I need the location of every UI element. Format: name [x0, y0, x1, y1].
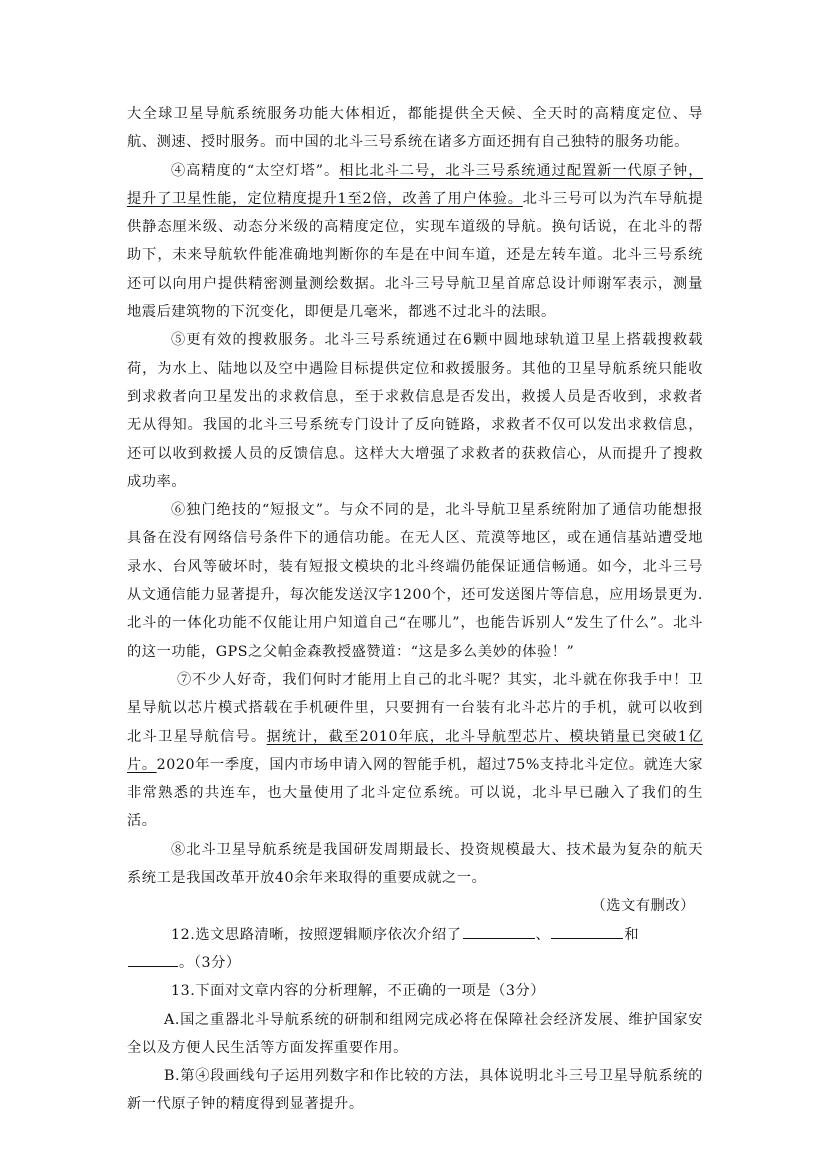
- paragraph-4-body: 北斗三号可以为汽车导航提供静态厘米级、动态分米级的高精度定位，实现车道级的导航。换句话说，在北斗的帮助下，未来导航软件能准确地判断你的车是在中间车道，还是左转车道。北斗三号系统还可以向用户提供精密测量测绘数据。北斗三号导航卫星首席总设计师谢军表示，测量地震后建筑物的下沉变化，即便是几毫米，都逃不过北斗的法眼。: [127, 190, 703, 321]
- paragraph-7: [127, 666, 703, 836]
- paragraph-intro: 大全球卫星导航系统服务功能大体相近，都能提供全天候、全天时的高精度定位、导航、测速、授时服务。而中国的北斗三号系统在诸多方面还拥有自己独特的服务功能。: [127, 106, 703, 151]
- paragraph-7-body-a: ⑦不少人好奇，我们何时才能用上自己的北斗呢？其实，北斗就在你我手中！卫星导航以芯片模式搭载在手机硬件里，只要拥有一台装有北斗芯片的手机，就可以收到北斗卫星导航信号。: [127, 671, 703, 745]
- paragraph-5: ⑤更有效的搜救服务。北斗三号系统通过在6颗中圆地球轨道卫星上搭载搜救载荷，为水上、陆地以及空中遇险目标提供定位和救援服务。其他的卫星导航系统只能收到求救者向卫星发出的求救信息，至于求救信息是否发出，救援人员是否收到，求救者无从得知。我国的北斗三号系统专门设计了反向链路，求救者不仅可以发出求救信息，还可以收到救援人员的反馈信息。这样大大增强了求救者的获救信心，从而提升了搜救成功率。: [127, 332, 703, 490]
- answer-blank-2[interactable]: [551, 922, 623, 939]
- question-12-text: 12.选文思路清晰，按照逻辑顺序依次介绍了: [171, 926, 462, 943]
- answer-blank-3[interactable]: [128, 950, 178, 967]
- paragraph-7-body-b: 2020年一季度，国内市场申请入网的智能手机，超过75%支持北斗定位。就连大家非常熟悉的共连车，也大量使用了北斗定位系统。可以说，北斗早已融入了我们的生活。: [127, 756, 703, 830]
- paragraph-4-heading: ④高精度的“太空灯塔”。: [171, 162, 340, 179]
- paragraph-8: ⑧北斗卫星导航系统是我国研发周期最长、投资规模最大、技术最为复杂的航天系统工是我国改革开放40余年来取得的重要成就之一。: [127, 841, 703, 887]
- question-12-separator: 、: [535, 926, 551, 943]
- option-b: B.第④段画线句子运用列数字和作比较的方法，具体说明北斗三号卫星导航系统的新一代原子钟的精度得到显著提升。: [127, 1068, 703, 1113]
- question-12-end: 。（3分）: [179, 954, 241, 971]
- question-13: 13.下面对文章内容的分析理解，不正确的一项是（3分）: [171, 983, 546, 1000]
- question-12: [127, 921, 703, 949]
- option-a: A.国之重器北斗导航系统的研制和组网完成必将在保障社会经济发展、维护国家安全以及方便人民生活等方面发挥重要作用。: [127, 1011, 703, 1056]
- paragraph-4: [127, 157, 703, 327]
- paragraph-7-underlined-sentence: 据统计，截至2010年底，北斗导航型芯片、模块销量已突破1亿片。: [127, 728, 703, 773]
- paragraph-6: ⑥独门绝技的“短报文”。与众不同的是，北斗导航卫星系统附加了通信功能想报具备在没有网络信号条件下的通信功能。在无人区、荒漠等地区，或在通信基站遭受地录水、台风等破坏时，装有短报文模块的北斗终端仍能保证通信畅通。如今，北斗三号从文通信能力显著提升，每次能发送汉字1200个，还可发送图片等信息，应用场景更为.北斗的一体化功能不仅能让用户知道自己“在哪儿”，也能告诉别人“发生了什么”。北斗的这一功能，GPS之父帕金森教授盛赞道：“这是多么美妙的体验！”: [127, 502, 703, 660]
- question-12-continued: [127, 949, 703, 977]
- question-12-and: 和: [624, 926, 640, 943]
- document-page: [127, 100, 703, 1119]
- paragraph-4-underlined-sentence: 相比北斗二号，北斗三号系统通过配置新一代原子钟，提升了卫星性能，定位精度提升1至2倍，改善了用户体验。: [127, 162, 703, 207]
- source-note: （选文有删改）: [591, 898, 695, 915]
- answer-blank-1[interactable]: [463, 922, 535, 939]
